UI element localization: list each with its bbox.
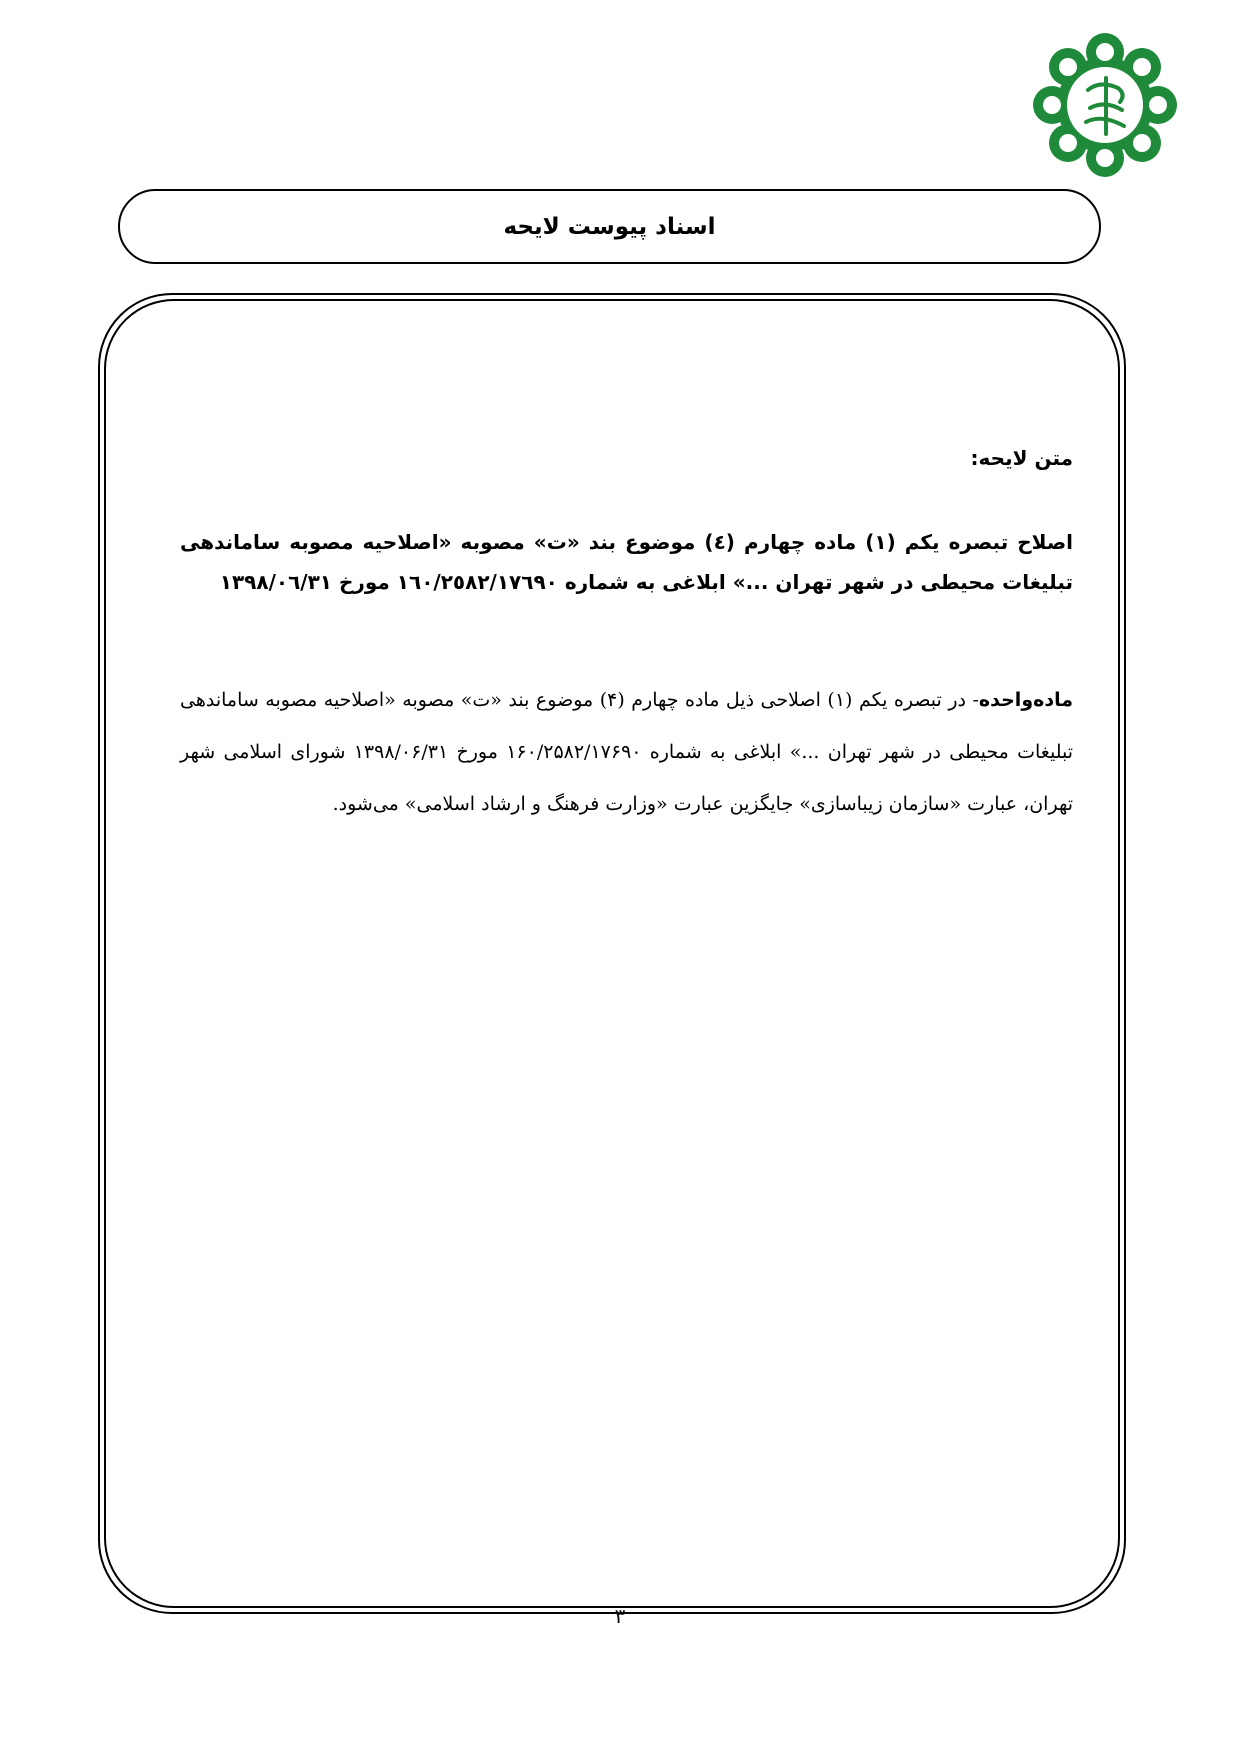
header-title: اسناد پیوست لایحه (503, 213, 716, 240)
article-paragraph (180, 674, 1073, 830)
header-box (118, 189, 1101, 264)
content-frame-inner (104, 299, 1120, 1608)
bill-title: اصلاح تبصره یکم (۱) ماده چهارم (٤) موضوع بند «ت» مصوبه «اصلاحیه مصوبه ساماندهی تبلیغات محیطی در شهر تهران ...» ابلاغی به شماره ١٦٠/٢٥٨٢/١٧٦٩٠ مورخ ١٣٩٨/٠٦/٣١ (180, 530, 1073, 594)
content-frame (98, 293, 1126, 1614)
tehran-municipality-logo-icon (1030, 30, 1180, 180)
page-number: ۳ (614, 1604, 626, 1628)
section-label: متن لایحه: (970, 446, 1073, 470)
article-head: ماده‌واحده (978, 689, 1073, 711)
article-text: - در تبصره یکم (۱) اصلاحی ذیل ماده چهارم (۴) موضوع بند «ت» مصوبه «اصلاحیه مصوبه ساماندهی تبلیغات محیطی در شهر تهران ...» ابلاغی به شماره ۱۶۰/۲۵۸۲/۱۷۶۹۰ مورخ ۱۳۹۸/۰۶/۳۱ شورای اسلامی شهر تهران، عبارت «سازمان زیباسازی» جایگزین عبارت «وزارت فرهنگ و ارشاد اسلامی» می‌شود. (180, 689, 1074, 815)
